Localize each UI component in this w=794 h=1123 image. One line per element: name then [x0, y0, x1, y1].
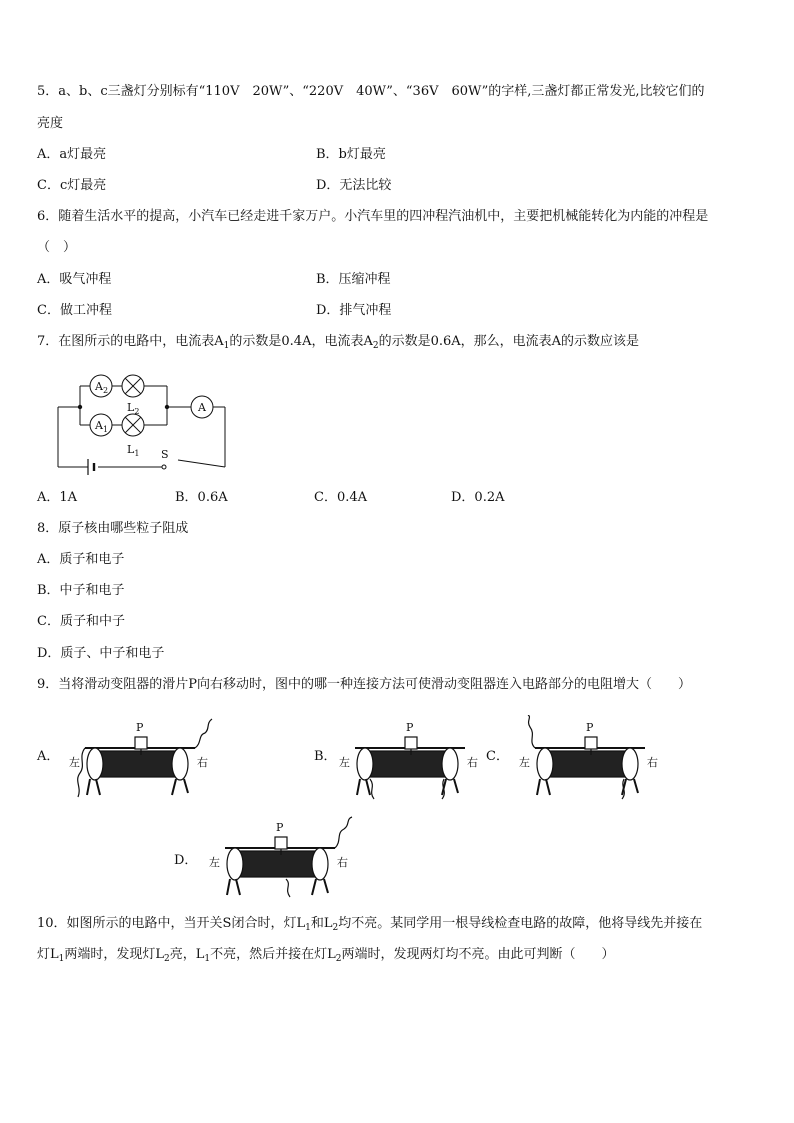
ammeter-a-label: A: [198, 401, 206, 414]
right-label: 右: [197, 756, 208, 769]
q7-stem: 7．在图所示的电路中，电流表$A_1$的示数是0.4A，电流表$A_2$的示数是0.6A，那么，电流表A的示数应该是: [37, 334, 640, 351]
q6-option-b: B．压缩冲程: [316, 272, 391, 287]
right-label: 右: [467, 756, 478, 769]
right-label: 右: [337, 856, 348, 869]
q7-option-b: B．0.6A: [175, 490, 228, 505]
q7-option-d: D．0.2A: [451, 490, 505, 505]
q5-stem-line1: 5．a、b、c三盏灯分别标有“110V 20W”、“220V 40W”、“36V 60W”的字样,三盏灯都正常发光,比较它们的: [37, 84, 705, 99]
q6-stem-line1: 6．随着生活水平的提高，小汽车已经走进千家万户。小汽车里的四冲程汽油机中，主要把机械能转化为内能的冲程是: [37, 209, 709, 224]
lamp-l2-label: $L_2$: [127, 401, 140, 416]
slider-p-label: P: [136, 721, 144, 734]
q9-rheostat-d: [200, 815, 360, 901]
q6-option-c: C．做工冲程: [37, 303, 112, 318]
lamp-l1-label: $L_1$: [127, 443, 140, 458]
slider-p-label: P: [586, 721, 594, 734]
q5-stem-line2: 亮度: [37, 116, 64, 131]
q5-option-b: B．b灯最亮: [316, 147, 386, 162]
q9-choice-d-label: D．: [174, 853, 198, 868]
left-label: 左: [209, 856, 220, 869]
left-label: 左: [519, 756, 530, 769]
q8-option-a: A．质子和电子: [37, 552, 125, 567]
q6-option-a: A．吸气冲程: [37, 272, 112, 287]
left-label: 左: [69, 756, 80, 769]
q9-choice-b-label: B．: [314, 749, 337, 764]
switch-s-label: S: [161, 448, 169, 461]
q7-option-c: C．0.4A: [314, 490, 368, 505]
slider-p-label: P: [406, 721, 414, 734]
q8-option-d: D．质子、中子和电子: [37, 646, 165, 661]
q9-rheostat-a: [60, 715, 220, 801]
q9-stem: 9．当将滑动变阻器的滑片P向右移动时，图中的哪一种连接方法可使滑动变阻器连入电路部分的电阻增大（ ）: [37, 677, 692, 692]
q8-stem: 8．原子核由哪些粒子阻成: [37, 521, 189, 536]
ammeter-a2-label: $A_2$: [95, 380, 109, 395]
q7-circuit-diagram: [50, 368, 235, 476]
q5-option-d: D．无法比较: [316, 178, 392, 193]
q10-stem-line1: 10．如图所示的电路中，当开关S闭合时，灯$L_1$和$L_2$均不亮。某同学用一根导线检查电路的故障，他将导线先并接在: [37, 916, 703, 933]
q5-option-c: C．c灯最亮: [37, 178, 107, 193]
q8-option-c: C．质子和中子: [37, 614, 125, 629]
q6-stem-line2: （ ）: [37, 240, 77, 255]
q7-option-a: A．1A: [37, 490, 78, 505]
right-label: 右: [647, 756, 658, 769]
left-label: 左: [339, 756, 350, 769]
q5-option-a: A．a灯最亮: [37, 147, 107, 162]
q9-rheostat-b: [330, 715, 490, 801]
q6-option-d: D．排气冲程: [316, 303, 392, 318]
ammeter-a1-label: $A_1$: [95, 419, 109, 434]
q9-choice-a-label: A．: [37, 749, 60, 764]
q10-stem-line2: 灯$L_1$两端时，发现灯$L_2$亮，$L_1$不亮，然后并接在灯$L_2$两端时，发现两灯均不亮。由此可判断（ ）: [37, 947, 615, 964]
q8-option-b: B．中子和电子: [37, 583, 125, 598]
q9-choice-c-label: C．: [486, 749, 509, 764]
q9-rheostat-c: [510, 715, 670, 801]
slider-p-label: P: [276, 821, 284, 834]
